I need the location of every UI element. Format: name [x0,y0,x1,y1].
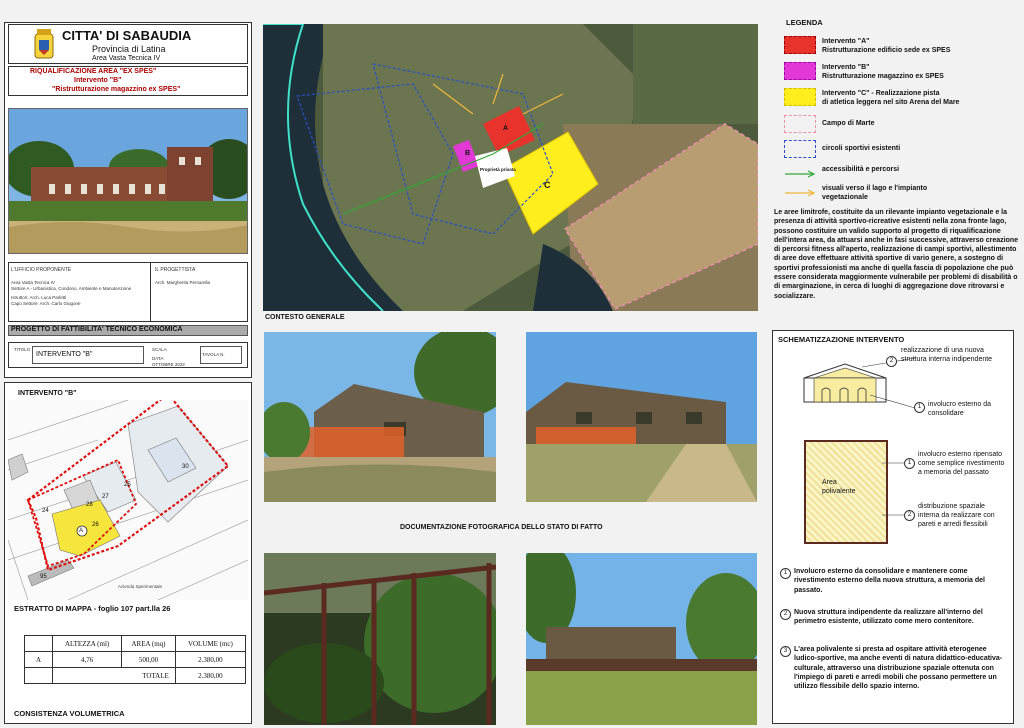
vol-volume: 2.380,00 [175,652,245,668]
proponent-label: L'UFFICIO PROPONENTE [11,267,72,273]
city-title: CITTA' DI SABAUDIA [62,28,192,43]
vol-header-height: ALTEZZA (ml) [53,636,122,652]
aerial-label-private: Proprietà privata [480,167,516,172]
legend-title: LEGENDA [786,18,823,27]
map-marker-a: A [79,528,84,534]
photo-field [526,553,757,725]
schema-num-1a: 1 [914,402,925,413]
photo-interior [264,553,496,725]
legend-swatch-campo [784,115,816,133]
building-photo [8,108,248,254]
area-label: Area Vasta Tecnica IV [92,55,161,62]
schema-num-2a: 2 [886,356,897,367]
legend-swatch-b [784,62,816,80]
office-divider [150,262,151,322]
feasibility-title: PROGETTO DI FATTIBILITA' TECNICO ECONOMICA [11,326,183,333]
schema-num-1b: 1 [904,458,915,469]
project-title-line1: RIQUALIFICAZIONE AREA "EX SPES" [30,68,157,75]
parcel-label-24: 24 [42,508,49,514]
schema-item-num-3: 3 [780,646,791,657]
schema-note-envelope: involucro esterno da consolidare [928,401,992,417]
street-label: Azienda Sperimentale [118,584,163,589]
sheet-field [200,346,242,364]
schema-item-num-2: 2 [780,609,791,620]
aerial-caption: CONTESTO GENERALE [265,314,345,321]
scale-label: SCALA [152,347,167,352]
staff-text1: Istruttori: Arch. Luca Parletti [11,295,67,300]
aerial-label-a: A [503,125,509,132]
proponent-text2: Settore A - Urbanistica, Condono, Ambiente e Manutenzione [11,286,132,291]
vol-header-volume: VOLUME (mc) [175,636,245,652]
legend-swatch-c [784,88,816,106]
schema-item-2: Nuova struttura indipendente da realizzare all'interno del perimetro esistente, utilizzato come mero contenitore. [794,609,983,626]
parcel-label-30: 30 [182,464,189,470]
vol-total: 2.380,00 [175,668,245,684]
legend-arrow-orange [784,184,816,202]
legend-item-views: visuali verso il lago e l'impianto vegetazionale [822,185,928,201]
legend-item-b: Intervento "B" Ristrutturazione magazzino ex SPES [822,64,944,80]
date-label: DATA [152,356,164,361]
legend-item-c: Intervento "C" - Realizzazione pista di atletica leggera nel sito Arena del Mare [822,90,960,106]
staff-text2: Capo Settore: Arch. Carlo Giugone [11,301,81,306]
legend-item-access: accessibilità e percorsi [822,166,900,173]
designer-text: Arch. Margherita Pernarella [155,280,211,285]
schema-area-label: Area polivalente [822,479,856,495]
schema-item-num-1: 1 [780,568,791,579]
photos-caption: DOCUMENTAZIONE FOTOGRAFICA DELLO STATO DI FATTO [400,524,603,531]
schema-note-new-structure: realizzazione di una nuova struttura interna indipendente [901,347,993,363]
vol-row-label: A [25,652,53,668]
legend-item-circoli: circoli sportivi esistenti [822,145,901,152]
vol-height: 4,76 [53,652,122,668]
legend-item-a: Intervento "A" Ristrutturazione edificio sede ex SPES [822,38,951,54]
photo-warehouse-1 [264,332,496,502]
aerial-label-c: C [544,180,551,190]
project-title-line2: Intervento "B" [74,77,122,84]
legend-item-campo: Campo di Marte [822,120,875,127]
parcel-label-28: 28 [86,502,93,508]
vol-area: 500,00 [122,652,176,668]
schema-item-1: Involucro esterno da consolidare e mantenere come rivestimento esterno della nuova struttura, a memoria del passato. [794,568,985,594]
parcel-label-95: 95 [40,574,47,580]
schema-note-distribution: distribuzione spaziale interna da realizzare con pareti e arredi flessibili [918,503,995,528]
vol-total-label: TOTALE [122,668,176,684]
schema-note-envelope-b: involucro esterno ripensato come semplice rivestimento a memoria del passato [918,451,1005,476]
city-crest-icon [34,28,54,60]
sheet-label: TAVOLA N. [202,352,225,357]
aerial-label-b: B [465,150,471,157]
legend-description: Le aree limitrofe, costituite da un rilevante impianto vegetazionale e la presenza di attività sportivo-ricreative esistenti nella zona fronte lago, possono costituire un valido supporto al progetto di riqualificazione dell'intera area, da attuarsi anche in fasi successive, attraverso creazione di percorsi fitness all'aperto, realizzazione di campi sportivi, allestimento di aree dove effettuare attività sportive di vario genere, a sostegno di sportivi professionisti ma anche di quella fascia di popolazione che può essere considerata maggiormente vulnerabile per problemi di disabilità o di emarginazione, in cerca di luoghi di aggregazione dove ritrovarsi e socializzare. [774,209,1019,300]
designer-label: IL PROGETTISTA [155,267,196,273]
date-value: OTTOBRE 2022 [152,362,185,367]
schema-title: SCHEMATIZZAZIONE INTERVENTO [778,335,905,344]
vol-header-area: AREA (mq) [122,636,176,652]
cadastral-map [8,400,248,600]
parcel-label-25: 25 [124,482,131,488]
legend-swatch-circoli [784,140,816,158]
title-block-label: TITOLO [14,347,31,352]
schema-num-2b: 2 [904,510,915,521]
map-extract-title: INTERVENTO "B" [18,390,77,397]
schema-item-3: L'area polivalente si presta ad ospitare attività eterogenee ludico-sportive, ma anche eventi di natura didattico-educativa-culturale, attraverso una distribuzione spaziale ottenuta con l'impiego di pareti e arredi mobili che possano permettere un utilizzo flessibile dello spazio interno. [794,646,1003,691]
volume-caption: CONSISTENZA VOLUMETRICA [14,709,125,718]
province-label: Provincia di Latina [92,44,166,54]
legend-swatch-a [784,36,816,54]
project-title-line3: "Ristrutturazione magazzino ex SPES" [52,86,181,93]
map-extract-caption: ESTRATTO DI MAPPA - foglio 107 part.lla 26 [14,604,171,613]
title-field-value: INTERVENTO "B" [36,351,93,358]
volume-table [24,635,246,684]
legend-arrow-green [784,165,816,183]
proponent-text1: Area Vasta Tecnica IV [11,280,55,285]
parcel-label-27: 27 [102,494,109,500]
photo-warehouse-2 [526,332,757,502]
parcel-label-26: 26 [92,522,99,528]
